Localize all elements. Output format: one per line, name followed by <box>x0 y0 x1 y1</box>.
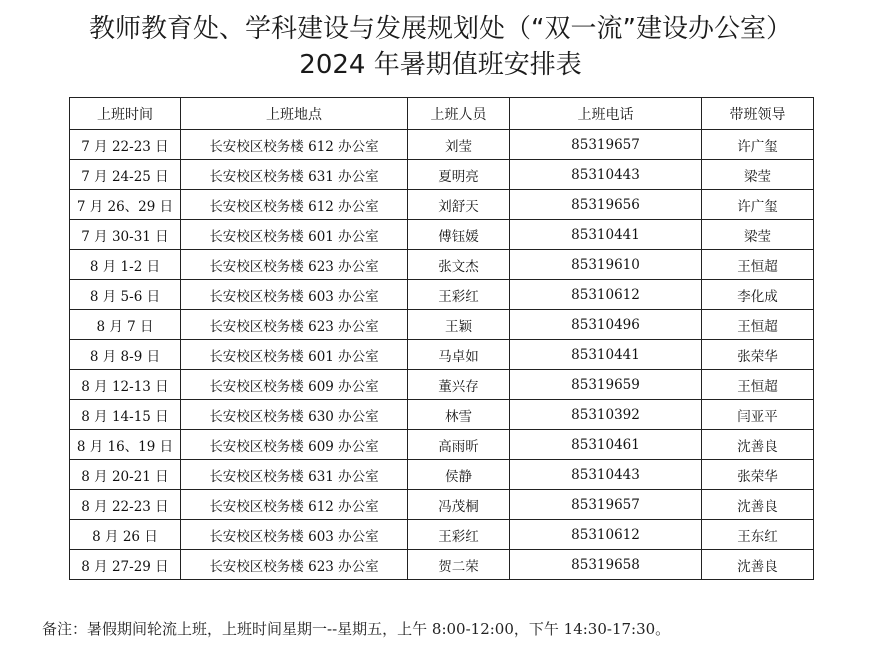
shift-time-cell: 7 月 26、29 日 <box>70 190 181 220</box>
leader-cell: 李化成 <box>702 280 814 310</box>
shift-time-cell: 7 月 24-25 日 <box>70 160 181 190</box>
staff-cell: 王颖 <box>408 310 510 340</box>
phone-cell: 85310461 <box>510 430 702 460</box>
shift-location-cell: 长安校区校务楼 609 办公室 <box>181 370 408 400</box>
staff-cell: 张文杰 <box>408 250 510 280</box>
phone-cell: 85310443 <box>510 160 702 190</box>
table-row <box>70 160 814 190</box>
header-shift-location: 上班地点 <box>181 98 408 130</box>
leader-cell: 王恒超 <box>702 370 814 400</box>
shift-location-cell: 长安校区校务楼 623 办公室 <box>181 250 408 280</box>
shift-location-cell: 长安校区校务楼 612 办公室 <box>181 490 408 520</box>
phone-cell: 85319657 <box>510 490 702 520</box>
leader-cell: 闫亚平 <box>702 400 814 430</box>
table-body <box>70 130 814 580</box>
shift-location-cell: 长安校区校务楼 631 办公室 <box>181 160 408 190</box>
shift-location-cell: 长安校区校务楼 631 办公室 <box>181 460 408 490</box>
shift-time-cell: 8 月 8-9 日 <box>70 340 181 370</box>
shift-location-cell: 长安校区校务楼 603 办公室 <box>181 520 408 550</box>
phone-cell: 85310496 <box>510 310 702 340</box>
leader-cell: 梁莹 <box>702 160 814 190</box>
shift-time-cell: 8 月 12-13 日 <box>70 370 181 400</box>
phone-cell: 85310612 <box>510 280 702 310</box>
staff-cell: 刘舒天 <box>408 190 510 220</box>
table-row <box>70 370 814 400</box>
shift-time-cell: 8 月 27-29 日 <box>70 550 181 580</box>
staff-cell: 马卓如 <box>408 340 510 370</box>
leader-cell: 沈善良 <box>702 430 814 460</box>
staff-cell: 林雪 <box>408 400 510 430</box>
table-row <box>70 130 814 160</box>
shift-time-cell: 7 月 30-31 日 <box>70 220 181 250</box>
leader-cell: 张荣华 <box>702 340 814 370</box>
leader-cell: 沈善良 <box>702 490 814 520</box>
table-row <box>70 280 814 310</box>
table-row <box>70 400 814 430</box>
header-shift-time: 上班时间 <box>70 98 181 130</box>
duty-schedule-table <box>69 97 814 580</box>
staff-cell: 王彩红 <box>408 280 510 310</box>
shift-location-cell: 长安校区校务楼 612 办公室 <box>181 130 408 160</box>
staff-cell: 高雨昕 <box>408 430 510 460</box>
staff-cell: 董兴存 <box>408 370 510 400</box>
staff-cell: 傅钰媛 <box>408 220 510 250</box>
shift-time-cell: 8 月 26 日 <box>70 520 181 550</box>
table-row <box>70 550 814 580</box>
phone-cell: 85310612 <box>510 520 702 550</box>
table-row <box>70 520 814 550</box>
footnote: 备注：暑假期间轮流上班，上班时间星期一--星期五，上午 8:00-12:00，下午 14:30-17:30。 <box>42 620 671 638</box>
shift-location-cell: 长安校区校务楼 630 办公室 <box>181 400 408 430</box>
shift-time-cell: 8 月 5-6 日 <box>70 280 181 310</box>
header-staff: 上班人员 <box>408 98 510 130</box>
table-row <box>70 190 814 220</box>
shift-location-cell: 长安校区校务楼 601 办公室 <box>181 340 408 370</box>
phone-cell: 85319659 <box>510 370 702 400</box>
table-row <box>70 490 814 520</box>
document-title-line1: 教师教育处、学科建设与发展规划处（“双一流”建设办公室） <box>89 14 792 44</box>
shift-location-cell: 长安校区校务楼 601 办公室 <box>181 220 408 250</box>
phone-cell: 85310441 <box>510 340 702 370</box>
header-leader: 带班领导 <box>702 98 814 130</box>
staff-cell: 夏明亮 <box>408 160 510 190</box>
leader-cell: 王恒超 <box>702 310 814 340</box>
phone-cell: 85310443 <box>510 460 702 490</box>
shift-time-cell: 8 月 20-21 日 <box>70 460 181 490</box>
staff-cell: 侯静 <box>408 460 510 490</box>
table-row <box>70 340 814 370</box>
shift-time-cell: 8 月 22-23 日 <box>70 490 181 520</box>
table-row <box>70 430 814 460</box>
phone-cell: 85319658 <box>510 550 702 580</box>
shift-time-cell: 8 月 16、19 日 <box>70 430 181 460</box>
phone-cell: 85310392 <box>510 400 702 430</box>
shift-location-cell: 长安校区校务楼 623 办公室 <box>181 310 408 340</box>
phone-cell: 85310441 <box>510 220 702 250</box>
shift-location-cell: 长安校区校务楼 612 办公室 <box>181 190 408 220</box>
leader-cell: 张荣华 <box>702 460 814 490</box>
shift-location-cell: 长安校区校务楼 623 办公室 <box>181 550 408 580</box>
leader-cell: 许广玺 <box>702 190 814 220</box>
staff-cell: 王彩红 <box>408 520 510 550</box>
table-row <box>70 250 814 280</box>
table-row <box>70 310 814 340</box>
leader-cell: 沈善良 <box>702 550 814 580</box>
phone-cell: 85319610 <box>510 250 702 280</box>
table-header-row <box>70 98 814 130</box>
phone-cell: 85319656 <box>510 190 702 220</box>
shift-time-cell: 8 月 7 日 <box>70 310 181 340</box>
shift-location-cell: 长安校区校务楼 609 办公室 <box>181 430 408 460</box>
staff-cell: 贺二荣 <box>408 550 510 580</box>
leader-cell: 王恒超 <box>702 250 814 280</box>
staff-cell: 刘莹 <box>408 130 510 160</box>
shift-time-cell: 8 月 1-2 日 <box>70 250 181 280</box>
document-title-line2: 2024 年暑期值班安排表 <box>299 50 582 80</box>
shift-location-cell: 长安校区校务楼 603 办公室 <box>181 280 408 310</box>
staff-cell: 冯茂桐 <box>408 490 510 520</box>
table-row <box>70 220 814 250</box>
shift-time-cell: 7 月 22-23 日 <box>70 130 181 160</box>
leader-cell: 王东红 <box>702 520 814 550</box>
leader-cell: 梁莹 <box>702 220 814 250</box>
leader-cell: 许广玺 <box>702 130 814 160</box>
header-phone: 上班电话 <box>510 98 702 130</box>
shift-time-cell: 8 月 14-15 日 <box>70 400 181 430</box>
table-row <box>70 460 814 490</box>
phone-cell: 85319657 <box>510 130 702 160</box>
